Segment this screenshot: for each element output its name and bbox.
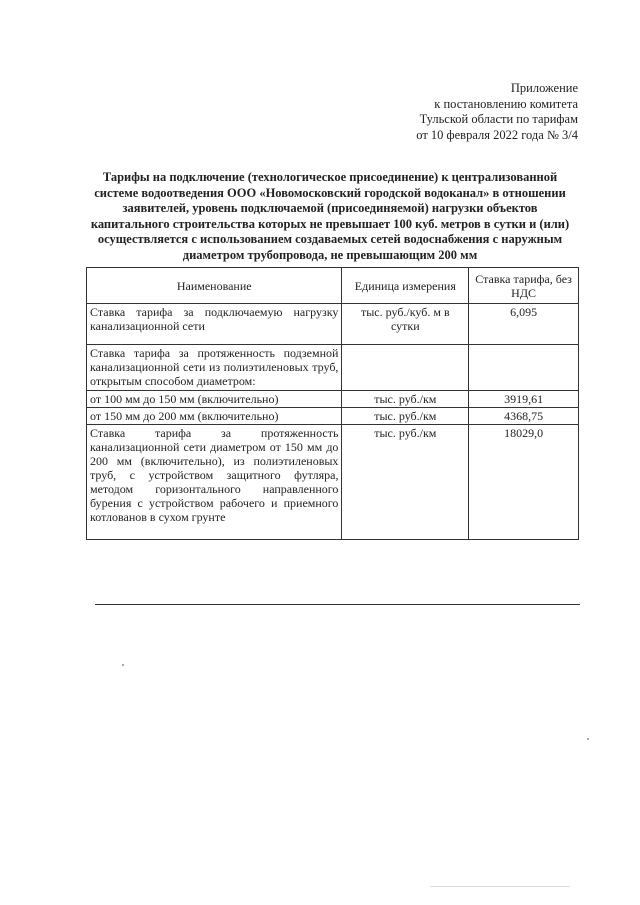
title-line: осуществляется с использованием создаваемых сетей водоснабжения с наружным <box>97 232 563 247</box>
title-line: системе водоотведения ООО «Новомосковский городской водоканал» в отношении <box>94 185 566 200</box>
cell-unit: тыс. руб./км <box>342 391 469 408</box>
separator-line <box>95 604 580 605</box>
cell-unit: тыс. руб./км <box>342 425 469 540</box>
table-row <box>87 345 579 391</box>
header-unit: Единица измерения <box>342 268 469 304</box>
cell-rate: 6,095 <box>469 304 579 345</box>
cell-rate: 18029,0 <box>469 425 579 540</box>
cell-rate: 4368,75 <box>469 408 579 425</box>
table-row <box>87 304 579 345</box>
appendix-line: Тульской области по тарифам <box>419 112 578 126</box>
cell-name: от 150 мм до 200 мм (включительно) <box>87 408 342 425</box>
appendix-header <box>416 81 578 143</box>
document-title <box>80 170 580 264</box>
cell-rate: 3919,61 <box>469 391 579 408</box>
table-row <box>87 425 579 540</box>
scan-speck <box>122 664 124 666</box>
cell-name: от 100 мм до 150 мм (включительно) <box>87 391 342 408</box>
cell-unit <box>342 345 469 391</box>
cell-name: Ставка тарифа за протяженность канализационной сети диаметром от 150 мм до 200 мм (включительно), из полиэтиленовых труб, с устройством защитного футляра, методом горизонтального направленного бурения с устройством рабочего и приемного котлованов в сухом грунте <box>87 425 342 540</box>
appendix-line: к постановлению комитета <box>434 96 578 111</box>
title-line: диаметром трубопровода, не превышающим 200 мм <box>182 247 478 262</box>
table-row <box>87 408 579 425</box>
scan-speck <box>587 738 589 740</box>
cell-rate <box>469 345 579 391</box>
title-line: Тарифы на подключение (технологическое присоединение) к централизованной <box>102 170 558 184</box>
cell-name: Ставка тарифа за подключаемую нагрузку канализационной сети <box>87 304 342 345</box>
header-name: Наименование <box>87 268 342 304</box>
scan-speck <box>430 886 570 887</box>
cell-name: Ставка тарифа за протяженность подземной канализационной сети из полиэтиленовых труб, открытым способом диаметром: <box>87 345 342 391</box>
title-line: заявителей, уровень подключаемой (присоединяемой) нагрузки объектов <box>122 201 538 216</box>
appendix-line: Приложение <box>510 81 578 95</box>
table-header-row <box>87 268 579 304</box>
appendix-line: от 10 февраля 2022 года № 3/4 <box>416 127 578 142</box>
header-rate: Ставка тарифа, без НДС <box>469 268 579 304</box>
cell-unit: тыс. руб./куб. м в сутки <box>342 304 469 345</box>
table-row <box>87 391 579 408</box>
title-line: капитального строительства которых не превышает 100 куб. метров в сутки и (или) <box>90 216 570 231</box>
cell-unit: тыс. руб./км <box>342 408 469 425</box>
tariff-table <box>86 267 579 540</box>
